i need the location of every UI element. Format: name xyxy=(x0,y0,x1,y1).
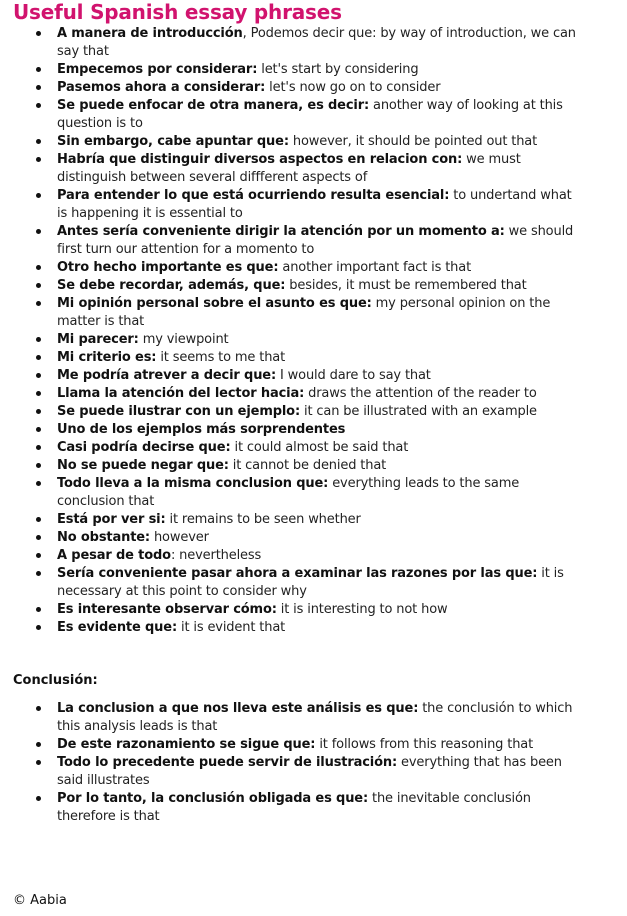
english-translation: we should first turn our attention for a momento to xyxy=(57,224,574,257)
list-item xyxy=(0,295,627,331)
list-item xyxy=(0,61,627,79)
list-item xyxy=(0,619,627,637)
list-item xyxy=(0,421,627,439)
list-item xyxy=(0,385,627,403)
list-item xyxy=(0,97,627,133)
english-translation: the conclusión to which this analysis leads is that xyxy=(57,701,573,734)
english-translation: another important fact is that xyxy=(278,260,472,275)
list-item xyxy=(0,565,627,601)
list-item xyxy=(0,457,627,475)
english-translation: it is necessary at this point to consider why xyxy=(57,566,564,599)
list-item xyxy=(0,277,627,295)
spanish-phrase: Para entender lo que está ocurriendo resulta esencial: xyxy=(57,188,450,203)
list-item xyxy=(0,187,627,223)
spanish-phrase: No se puede negar que: xyxy=(57,458,229,473)
copyright-footer: © Aabia xyxy=(13,893,67,908)
phrase-separator: , xyxy=(242,26,247,41)
spanish-phrase: Otro hecho importante es que: xyxy=(57,260,279,275)
english-translation: the inevitable conclusión therefore is that xyxy=(57,791,531,824)
english-translation: besides, it must be remembered that xyxy=(285,278,527,293)
english-translation: let's now go on to consider xyxy=(265,80,441,95)
spanish-phrase: Empecemos por considerar: xyxy=(57,62,258,77)
english-translation: : nevertheless xyxy=(170,548,262,563)
english-translation: however xyxy=(149,530,209,545)
spanish-phrase: No obstante: xyxy=(57,530,150,545)
spanish-phrase: Está por ver si: xyxy=(57,512,166,527)
list-item xyxy=(0,511,627,529)
english-translation: my viewpoint xyxy=(138,332,229,347)
english-translation: everything leads to the same conclusion that xyxy=(57,476,520,509)
spanish-phrase: Antes sería conveniente dirigir la atención por un momento a: xyxy=(57,224,505,239)
spanish-phrase: Mi criterio es: xyxy=(57,350,157,365)
phrase-list xyxy=(0,25,627,637)
list-item xyxy=(0,403,627,421)
english-translation: it follows from this reasoning that xyxy=(315,737,534,752)
list-item xyxy=(0,475,627,511)
list-item xyxy=(0,331,627,349)
spanish-phrase: Es evidente que: xyxy=(57,620,178,635)
spanish-phrase: Se debe recordar, además, que: xyxy=(57,278,286,293)
english-translation: it can be illustrated with an example xyxy=(300,404,537,419)
english-translation: it could almost be said that xyxy=(230,440,409,455)
page-title: Useful Spanish essay phrases xyxy=(13,0,342,24)
english-translation: draws the attention of the reader to xyxy=(304,386,537,401)
list-item xyxy=(0,736,627,754)
spanish-phrase: Sin embargo, cabe apuntar que: xyxy=(57,134,289,149)
list-item xyxy=(0,349,627,367)
english-translation: however, it should be pointed out that xyxy=(288,134,538,149)
english-translation: Podemos decir que: by way of introduction, we can say that xyxy=(57,26,576,59)
spanish-phrase: Por lo tanto, la conclusión obligada es que: xyxy=(57,791,369,806)
spanish-phrase: Mi opinión personal sobre el asunto es que: xyxy=(57,296,372,311)
spanish-phrase: Se puede ilustrar con un ejemplo: xyxy=(57,404,301,419)
conclusion-list xyxy=(0,700,627,826)
list-item xyxy=(0,25,627,61)
list-item xyxy=(0,601,627,619)
spanish-phrase: Uno de los ejemplos más sorprendentes xyxy=(57,422,346,437)
spanish-phrase: Habría que distinguir diversos aspectos en relacion con: xyxy=(57,152,463,167)
english-translation: we must distinguish between several diffferent aspects of xyxy=(57,152,521,185)
english-translation: let's start by considering xyxy=(257,62,419,77)
list-item xyxy=(0,151,627,187)
list-item xyxy=(0,547,627,565)
english-translation: another way of looking at this question is to xyxy=(57,98,563,131)
english-translation: to undertand what is happening it is essential to xyxy=(57,188,572,221)
list-item xyxy=(0,259,627,277)
spanish-phrase: Casi podría decirse que: xyxy=(57,440,231,455)
spanish-phrase: Pasemos ahora a considerar: xyxy=(57,80,266,95)
list-item xyxy=(0,529,627,547)
spanish-phrase: Todo lo precedente puede servir de ilustración: xyxy=(57,755,398,770)
english-translation: it cannot be denied that xyxy=(228,458,387,473)
spanish-phrase: Se puede enfocar de otra manera, es decir: xyxy=(57,98,370,113)
list-item xyxy=(0,754,627,790)
english-translation: it is interesting to not how xyxy=(276,602,448,617)
list-item xyxy=(0,133,627,151)
english-translation: everything that has been said illustrates xyxy=(57,755,562,788)
list-item xyxy=(0,700,627,736)
list-item xyxy=(0,790,627,826)
list-item xyxy=(0,439,627,457)
spanish-phrase: Es interesante observar cómo: xyxy=(57,602,277,617)
english-translation: it remains to be seen whether xyxy=(165,512,361,527)
spanish-phrase: La conclusion a que nos lleva este análisis es que: xyxy=(57,701,419,716)
spanish-phrase: Llama la atención del lector hacia: xyxy=(57,386,305,401)
spanish-phrase: Todo lleva a la misma conclusion que: xyxy=(57,476,329,491)
list-item xyxy=(0,367,627,385)
english-translation: it seems to me that xyxy=(156,350,286,365)
conclusion-heading: Conclusión: xyxy=(13,673,98,688)
english-translation: I would dare to say that xyxy=(276,368,431,383)
english-translation: my personal opinion on the matter is that xyxy=(57,296,551,329)
spanish-phrase: A pesar de todo xyxy=(57,548,171,563)
list-item xyxy=(0,223,627,259)
list-item xyxy=(0,79,627,97)
spanish-phrase: Mi parecer: xyxy=(57,332,139,347)
spanish-phrase: Sería conveniente pasar ahora a examinar las razones por las que: xyxy=(57,566,538,581)
english-translation: it is evident that xyxy=(177,620,286,635)
spanish-phrase: De este razonamiento se sigue que: xyxy=(57,737,316,752)
spanish-phrase: Me podría atrever a decir que: xyxy=(57,368,277,383)
spanish-phrase: A manera de introducción xyxy=(57,26,243,41)
